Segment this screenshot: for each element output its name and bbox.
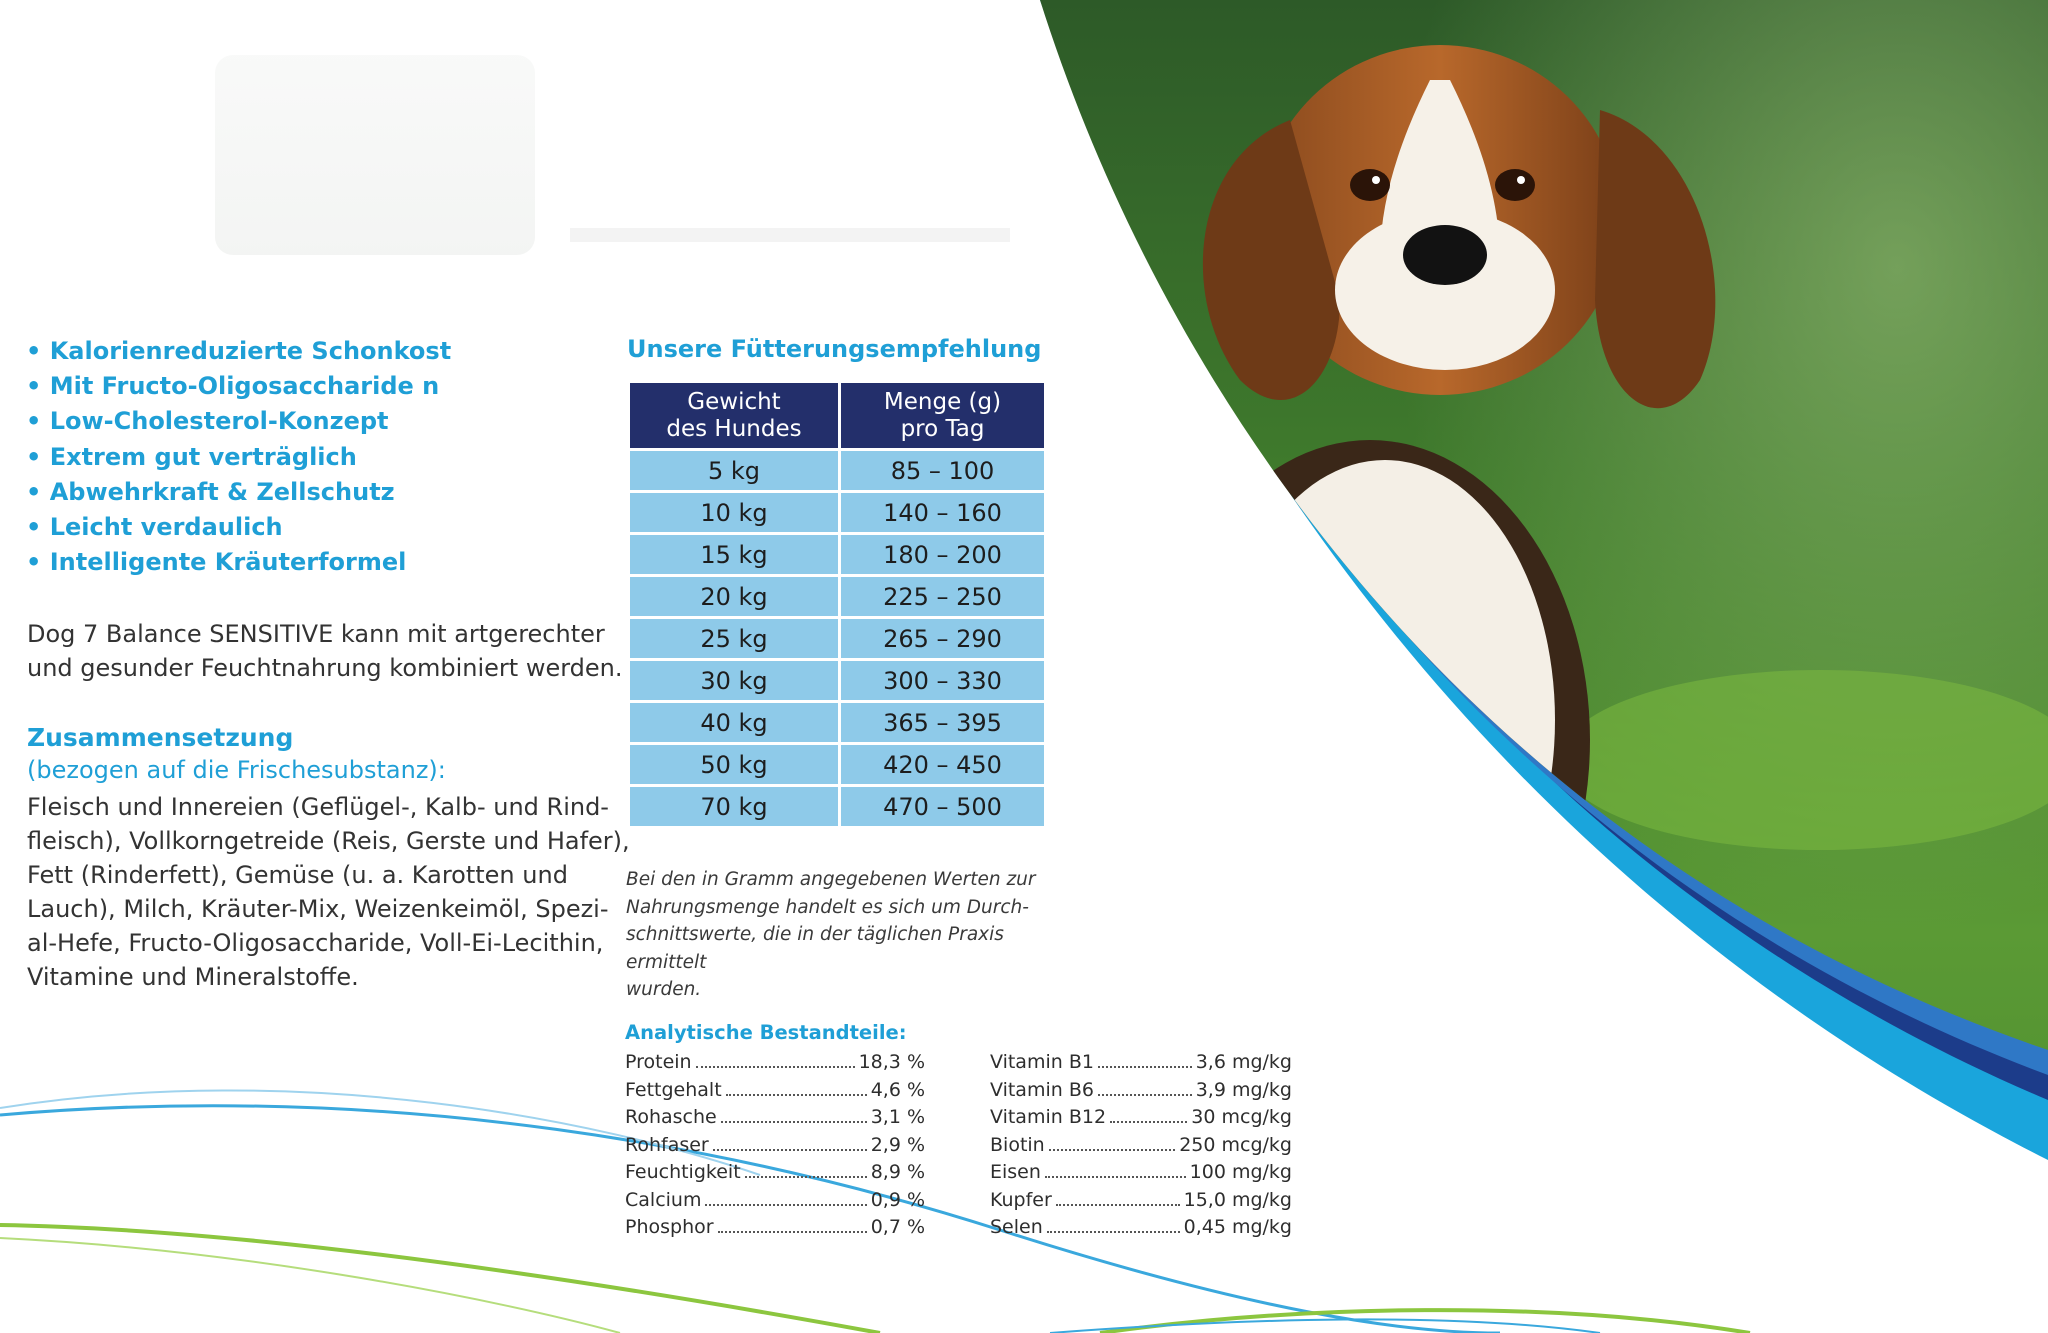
header-amount-line: Menge (g) (883, 389, 1002, 415)
amount-cell: 365 – 395 (841, 703, 1044, 742)
composition-line: Vitamine und Mineralstoffe. (27, 963, 359, 991)
list-item (990, 1077, 1292, 1105)
amount-cell: 85 – 100 (841, 451, 1044, 490)
ghost-package-print (215, 55, 535, 255)
composition-line: fleisch), Vollkorngetreide (Reis, Gerste und Hafer), (27, 827, 630, 855)
list-item (990, 1049, 1292, 1077)
note-line: schnittswerte, die in der täglichen Praxis ermittelt (626, 924, 1004, 973)
list-item (990, 1132, 1292, 1160)
weight-cell: 70 kg (630, 787, 838, 826)
description-line: und gesunder Feuchtnahrung kombiniert werden. (27, 654, 623, 682)
feature-list (26, 334, 451, 580)
feeding-title: Unsere Fütterungsempfehlung (627, 335, 1042, 363)
list-item (625, 1187, 925, 1215)
list-item (990, 1187, 1292, 1215)
weight-cell: 10 kg (630, 493, 838, 532)
weight-cell: 50 kg (630, 745, 838, 784)
feature-item: • Mit Fructo-Oligosaccharide n (26, 369, 451, 404)
amount-cell: 470 – 500 (841, 787, 1044, 826)
table-row (630, 661, 1044, 700)
analytics-label: Eisen (990, 1161, 1041, 1183)
table-row (630, 493, 1044, 532)
table-row (630, 451, 1044, 490)
feature-item: • Low-Cholesterol-Konzept (26, 404, 451, 439)
feature-item: • Abwehrkraft & Zellschutz (26, 475, 451, 510)
header-weight-line: Gewicht (687, 389, 781, 415)
table-row (630, 745, 1044, 784)
analytics-list-right (990, 1049, 1292, 1242)
analytics-value: 3,6 mg/kg (1195, 1051, 1292, 1073)
amount-cell: 225 – 250 (841, 577, 1044, 616)
header-weight (630, 383, 838, 448)
note-line: Bei den in Gramm angegebenen Werten zur (626, 869, 1036, 890)
leader-dots (726, 1094, 867, 1096)
feature-item: • Extrem gut verträglich (26, 440, 451, 475)
amount-cell: 140 – 160 (841, 493, 1044, 532)
analytics-label: Vitamin B6 (990, 1078, 1094, 1101)
leader-dots (1110, 1121, 1187, 1123)
analytics-label: Vitamin B12 (990, 1106, 1107, 1128)
ghost-brand-line (570, 228, 1010, 242)
leader-dots (713, 1149, 867, 1151)
list-item (625, 1077, 925, 1105)
analytics-label: Rohfaser (625, 1133, 709, 1156)
amount-cell: 180 – 200 (841, 535, 1044, 574)
feature-item: • Leicht verdaulich (26, 510, 451, 545)
table-row (630, 577, 1044, 616)
analytics-value: 2,9 % (870, 1133, 925, 1156)
analytics-value: 250 mcg/kg (1179, 1133, 1292, 1156)
composition-line: Lauch), Milch, Kräuter-Mix, Weizenkeimöl, Spezi- (27, 895, 609, 923)
list-item (625, 1159, 925, 1187)
leader-dots (718, 1231, 867, 1233)
analytics-value: 4,6 % (870, 1078, 925, 1101)
list-item (625, 1214, 925, 1242)
analytics-label: Feuchtigkeit (625, 1161, 741, 1183)
analytics-label: Fettgehalt (625, 1078, 722, 1101)
description-line: Dog 7 Balance SENSITIVE kann mit artgerechter (27, 620, 605, 648)
leader-dots (1098, 1066, 1192, 1068)
note-line: Nahrungsmenge handelt es sich um Durch- (626, 896, 1029, 918)
analytics-label: Biotin (990, 1133, 1045, 1156)
composition-line: Fett (Rinderfett), Gemüse (u. a. Karotten und (27, 861, 568, 889)
feeding-table (627, 380, 1047, 829)
leader-dots (745, 1176, 867, 1178)
analytics-value: 3,9 mg/kg (1195, 1078, 1292, 1101)
feeding-table-header-row (630, 383, 1044, 448)
analytics-title: Analytische Bestandteile: (625, 1021, 907, 1044)
analytics-label: Vitamin B1 (990, 1051, 1094, 1073)
analytics-value: 15,0 mg/kg (1183, 1188, 1292, 1211)
composition-title: Zusammensetzung (27, 723, 294, 752)
analytics-label: Selen (990, 1216, 1043, 1238)
feeding-note (626, 866, 1076, 1004)
analytics-label: Calcium (625, 1188, 702, 1211)
leader-dots (705, 1204, 866, 1206)
note-line: wurden. (626, 979, 702, 1000)
analytics-value: 0,7 % (870, 1216, 925, 1238)
analytics-label: Phosphor (625, 1216, 714, 1238)
analytics-list-left (625, 1049, 925, 1242)
analytics-value: 30 mcg/kg (1191, 1106, 1292, 1128)
composition-subtitle: (bezogen auf die Frischesubstanz): (27, 756, 446, 784)
list-item (990, 1159, 1292, 1187)
leader-dots (1045, 1176, 1186, 1178)
composition-line: Fleisch und Innereien (Geflügel-, Kalb- und Rind- (27, 793, 609, 821)
analytics-value: 100 mg/kg (1189, 1161, 1292, 1183)
leader-dots (1056, 1204, 1180, 1206)
product-description (27, 617, 623, 685)
analytics-label: Protein (625, 1051, 692, 1073)
weight-cell: 20 kg (630, 577, 838, 616)
weight-cell: 5 kg (630, 451, 838, 490)
header-weight-line: des Hundes (666, 416, 802, 442)
analytics-label: Kupfer (990, 1188, 1052, 1211)
analytics-value: 0,9 % (870, 1188, 925, 1211)
header-amount-line: pro Tag (900, 416, 985, 442)
header-amount (841, 383, 1044, 448)
leader-dots (721, 1121, 867, 1123)
list-item (625, 1132, 925, 1160)
analytics-label: Rohasche (625, 1106, 717, 1128)
composition-line: al-Hefe, Fructo-Oligosaccharide, Voll-Ei-Lecithin, (27, 929, 604, 957)
table-row (630, 619, 1044, 658)
weight-cell: 15 kg (630, 535, 838, 574)
feature-item: • Kalorienreduzierte Schonkost (26, 334, 451, 369)
table-row (630, 703, 1044, 742)
feature-item: • Intelligente Kräuterformel (26, 545, 451, 580)
amount-cell: 420 – 450 (841, 745, 1044, 784)
leader-dots (1047, 1231, 1180, 1233)
analytics-value: 8,9 % (870, 1161, 925, 1183)
analytics-value: 3,1 % (870, 1106, 925, 1128)
list-item (990, 1104, 1292, 1132)
analytics-value: 18,3 % (858, 1051, 925, 1073)
composition-text (27, 790, 630, 994)
leader-dots (1098, 1094, 1192, 1096)
list-item (625, 1049, 925, 1077)
amount-cell: 265 – 290 (841, 619, 1044, 658)
leader-dots (1049, 1149, 1175, 1151)
table-row (630, 787, 1044, 826)
list-item (990, 1214, 1292, 1242)
list-item (625, 1104, 925, 1132)
analytics-value: 0,45 mg/kg (1183, 1216, 1292, 1238)
leader-dots (696, 1066, 855, 1068)
weight-cell: 25 kg (630, 619, 838, 658)
table-row (630, 535, 1044, 574)
weight-cell: 30 kg (630, 661, 838, 700)
weight-cell: 40 kg (630, 703, 838, 742)
amount-cell: 300 – 330 (841, 661, 1044, 700)
